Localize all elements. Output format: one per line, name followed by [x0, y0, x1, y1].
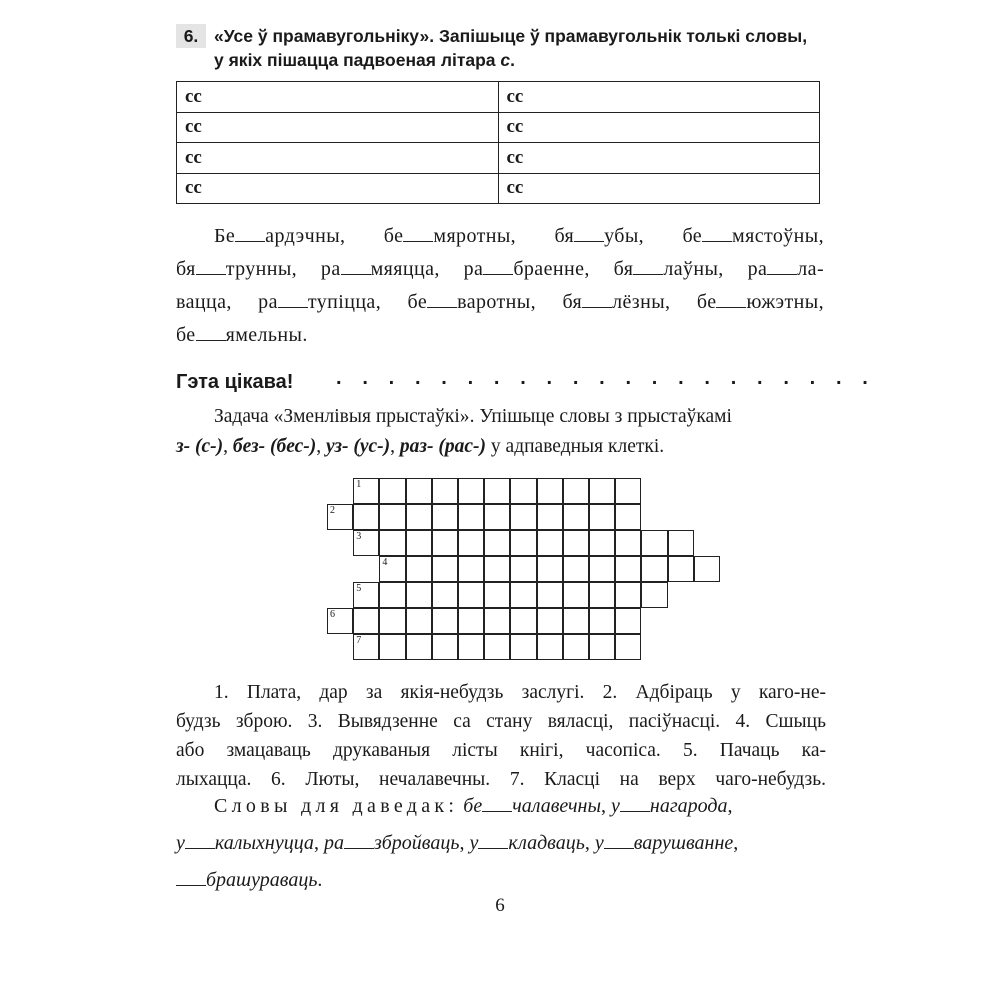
crossword-cell[interactable] — [589, 582, 615, 608]
word-part: збройваць — [373, 832, 460, 854]
crossword-cell[interactable] — [537, 608, 563, 634]
crossword-cell[interactable] — [458, 582, 484, 608]
crossword-row-number: 6 — [330, 609, 335, 620]
word-part: южэтны, — [746, 291, 825, 313]
word-part: варушванне — [633, 832, 734, 854]
crossword-cell[interactable] — [510, 556, 536, 582]
crossword-cell[interactable] — [458, 478, 484, 504]
crossword-cell[interactable] — [353, 504, 379, 530]
crossword-cell[interactable] — [668, 530, 694, 556]
crossword-cell[interactable] — [406, 608, 432, 634]
crossword-cell[interactable] — [484, 608, 510, 634]
reference-line — [176, 862, 322, 899]
reference-label: Словы для даведак: — [214, 795, 459, 817]
task-instruction-letter: с — [500, 50, 511, 70]
punctuation: , — [601, 795, 612, 817]
blank-gap[interactable] — [582, 293, 612, 308]
punctuation: . — [317, 869, 323, 891]
word-part: убы, бе — [604, 225, 703, 247]
blank-gap[interactable] — [716, 293, 746, 308]
page-number: 6 — [495, 895, 505, 916]
task-instruction-b: у якіх пішацца падвоеная літара — [214, 50, 501, 70]
crossword-cell[interactable] — [537, 634, 563, 660]
word-part: варотны, бя — [457, 291, 583, 313]
crossword-cell[interactable] — [458, 556, 484, 582]
crossword-cell[interactable] — [327, 504, 353, 530]
crossword-cell[interactable] — [641, 530, 667, 556]
crossword-cell[interactable] — [563, 634, 589, 660]
crossword-cell[interactable] — [353, 582, 379, 608]
word-group — [176, 258, 824, 280]
task-instruction-line1 — [214, 24, 807, 48]
crossword-cell[interactable] — [353, 608, 379, 634]
blank-gap[interactable] — [767, 260, 797, 275]
word-part: кладваць — [508, 832, 585, 854]
prefix-alt: (с-) — [194, 436, 224, 457]
crossword-cell[interactable] — [563, 530, 589, 556]
table-cell[interactable]: сс — [498, 82, 820, 113]
crossword-cell[interactable] — [484, 556, 510, 582]
table-row — [177, 143, 820, 174]
blank-gap[interactable] — [427, 293, 457, 308]
table-row — [177, 82, 820, 113]
clue-line: лыхацца. 6. Люты, нечалавечны. 7. Класці на верх чаго-небудзь. — [176, 769, 826, 790]
blank-gap[interactable] — [196, 326, 226, 341]
table-cell[interactable]: сс — [177, 173, 499, 204]
crossword-task-rest: . Упішыце словы з прыстаўкамі — [469, 406, 732, 427]
blank-gap[interactable] — [176, 871, 206, 886]
crossword-cell[interactable] — [510, 530, 536, 556]
clue-line: або змацаваць друкаваныя лісты кнігі, часопіса. 5. Пачаць ка- — [176, 740, 826, 761]
exercise-line — [176, 324, 308, 347]
prefix-alt: (рас-) — [438, 436, 487, 457]
crossword-cell[interactable] — [589, 504, 615, 530]
crossword-task-title: «Зменлівыя прыстаўкі» — [273, 406, 470, 427]
crossword-cell[interactable] — [510, 582, 536, 608]
punctuation: , — [727, 795, 733, 817]
word-group — [214, 225, 824, 247]
crossword-cell[interactable] — [641, 582, 667, 608]
word-part: бе — [176, 324, 196, 346]
crossword-cell[interactable] — [641, 556, 667, 582]
word-part: нагарода — [649, 795, 728, 817]
crossword-row-number: 3 — [356, 531, 362, 542]
crossword-cell[interactable] — [589, 608, 615, 634]
task-instruction-line2 — [214, 48, 515, 72]
crossword-cell[interactable] — [537, 530, 563, 556]
crossword-cell[interactable] — [563, 556, 589, 582]
word-part: ардэчны, бе — [265, 225, 404, 247]
crossword-cell[interactable] — [458, 504, 484, 530]
crossword-cell[interactable] — [406, 556, 432, 582]
crossword-cell[interactable] — [458, 530, 484, 556]
prefix-main: уз- — [326, 436, 349, 457]
word-part: ла- — [797, 258, 824, 280]
crossword-cell[interactable] — [379, 478, 405, 504]
word-group — [176, 291, 824, 313]
blank-gap[interactable] — [403, 227, 433, 242]
word-part: у — [469, 832, 479, 854]
blank-gap[interactable] — [574, 227, 604, 242]
crossword-cell[interactable] — [589, 478, 615, 504]
blank-gap[interactable] — [196, 260, 226, 275]
word-part: мяяцца, ра — [370, 258, 484, 280]
table-cell[interactable]: сс — [177, 82, 499, 113]
task-instruction-a: Запішыце ў прамавугольнік толькі словы, — [434, 26, 808, 46]
crossword-cell[interactable] — [615, 530, 641, 556]
prefix-main: раз- — [399, 436, 434, 457]
word-part: брашураваць — [206, 869, 318, 891]
word-part: калыхнуцца — [214, 832, 314, 854]
heading-dots: . . . . . . . . . . . . . . . . . . . . . — [336, 367, 876, 389]
crossword-cell[interactable] — [537, 582, 563, 608]
crossword-cell[interactable] — [563, 478, 589, 504]
crossword-cell[interactable] — [458, 634, 484, 660]
crossword-cell[interactable] — [484, 504, 510, 530]
crossword-cell[interactable] — [432, 582, 458, 608]
crossword-cell[interactable] — [615, 634, 641, 660]
crossword-cell[interactable] — [510, 634, 536, 660]
task-title: «Усе ў прамавугольніку». — [214, 26, 435, 46]
section-heading: Гэта цікава! — [176, 371, 294, 393]
crossword-row-number: 7 — [356, 635, 362, 646]
task-instruction-end: . — [510, 50, 516, 70]
word-part: чалавечны — [512, 795, 602, 817]
word-part: у — [594, 832, 604, 854]
word-part: ра — [323, 832, 344, 854]
answer-table — [176, 81, 820, 204]
word-part: трунны, ра — [225, 258, 341, 280]
blank-gap[interactable] — [702, 227, 732, 242]
word-part: лёзны, бе — [612, 291, 717, 313]
crossword-row-number: 1 — [356, 479, 362, 490]
crossword-cell[interactable] — [484, 582, 510, 608]
crossword-cell[interactable] — [406, 530, 432, 556]
blank-gap[interactable] — [344, 834, 374, 849]
crossword-cell[interactable] — [432, 608, 458, 634]
punctuation: , — [459, 832, 470, 854]
crossword-cell[interactable] — [379, 504, 405, 530]
crossword-cell[interactable] — [458, 608, 484, 634]
crossword-cell[interactable] — [432, 634, 458, 660]
crossword-cell[interactable] — [379, 608, 405, 634]
prefix-main: без- — [232, 436, 266, 457]
crossword-cell[interactable] — [563, 608, 589, 634]
exercise-line — [176, 258, 824, 281]
crossword-cell[interactable] — [406, 634, 432, 660]
crossword-cell[interactable] — [563, 582, 589, 608]
crossword-cell[interactable] — [510, 504, 536, 530]
word-part: мяротны, бя — [433, 225, 575, 247]
crossword-cell[interactable] — [589, 530, 615, 556]
blank-gap[interactable] — [604, 834, 634, 849]
crossword-row-number: 2 — [330, 505, 335, 516]
blank-gap[interactable] — [185, 834, 215, 849]
table-cell[interactable]: сс — [177, 112, 499, 143]
blank-gap[interactable] — [620, 797, 650, 812]
crossword-cell[interactable] — [432, 504, 458, 530]
crossword-task-line1 — [214, 402, 732, 432]
word-part: у — [176, 832, 185, 854]
word-part: бе — [463, 795, 483, 817]
crossword-cell[interactable] — [563, 504, 589, 530]
word-part: тупіцца, бе — [307, 291, 428, 313]
blank-gap[interactable] — [478, 834, 508, 849]
crossword-cell[interactable] — [537, 478, 563, 504]
clue-line: будзь зброю. 3. Вывядзенне са стану вяласці, пасіўнасці. 4. Сшыць — [176, 711, 826, 732]
crossword-cell[interactable] — [353, 530, 379, 556]
crossword-cell[interactable] — [406, 478, 432, 504]
crossword-cell[interactable] — [510, 478, 536, 504]
crossword-cell[interactable] — [432, 478, 458, 504]
crossword-cell[interactable] — [379, 582, 405, 608]
crossword-cell[interactable] — [537, 556, 563, 582]
prefix-alt: (ус-) — [353, 436, 391, 457]
reference-line — [176, 825, 738, 862]
table-cell[interactable]: сс — [498, 112, 820, 143]
crossword-cell[interactable] — [615, 582, 641, 608]
blank-gap[interactable] — [341, 260, 371, 275]
word-part: ямельны. — [225, 324, 308, 346]
crossword-cell[interactable] — [484, 634, 510, 660]
crossword-cell[interactable] — [353, 478, 379, 504]
table-cell[interactable]: сс — [498, 143, 820, 174]
crossword-cell[interactable] — [379, 634, 405, 660]
blank-gap[interactable] — [483, 260, 513, 275]
crossword-cell[interactable] — [353, 634, 379, 660]
crossword-cell[interactable] — [668, 556, 694, 582]
crossword-cell[interactable] — [615, 608, 641, 634]
punctuation: , — [584, 832, 595, 854]
crossword-task-plain: Задача — [214, 406, 274, 427]
word-part: вацца, ра — [176, 291, 278, 313]
table-row — [177, 173, 820, 204]
word-part: у — [611, 795, 620, 817]
crossword-row-number: 4 — [382, 557, 388, 568]
crossword-cell[interactable] — [379, 530, 405, 556]
word-part: бя — [176, 258, 196, 280]
clue-line: 1. Плата, дар за якія-небудзь заслугі. 2. Адбіраць у каго-не- — [214, 682, 826, 703]
crossword-cell[interactable] — [615, 504, 641, 530]
blank-gap[interactable] — [633, 260, 663, 275]
blank-gap[interactable] — [482, 797, 512, 812]
crossword-cell[interactable] — [484, 478, 510, 504]
crossword-cell[interactable] — [432, 530, 458, 556]
blank-gap[interactable] — [235, 227, 265, 242]
crossword-cell[interactable] — [406, 504, 432, 530]
crossword-task-line2: з- (с-), без- (бес-), уз- (ус-), раз- (рас-) у адпаведныя клеткі. — [176, 436, 665, 457]
crossword-cell[interactable] — [484, 530, 510, 556]
prefix-alt: (бес-) — [269, 436, 317, 457]
word-part: мястоўны, — [732, 225, 824, 247]
crossword-cell[interactable] — [615, 556, 641, 582]
crossword-cell[interactable] — [327, 608, 353, 634]
exercise-line — [214, 225, 824, 248]
crossword-cell[interactable] — [379, 556, 405, 582]
crossword-cell[interactable] — [589, 556, 615, 582]
punctuation: , — [313, 832, 324, 854]
exercise-line — [176, 291, 824, 314]
prefix-main: з- — [176, 436, 191, 457]
crossword-cell[interactable] — [537, 504, 563, 530]
table-cell[interactable]: сс — [498, 173, 820, 204]
crossword-cell[interactable] — [694, 556, 720, 582]
punctuation: , — [733, 832, 739, 854]
word-part: лаўны, ра — [663, 258, 768, 280]
crossword-row-number: 5 — [356, 583, 362, 594]
crossword-cell[interactable] — [589, 634, 615, 660]
crossword-cell[interactable] — [510, 608, 536, 634]
table-row — [177, 112, 820, 143]
task-number: 6. — [176, 24, 206, 48]
crossword-task-end: у адпаведныя клеткі. — [490, 436, 665, 457]
table-cell[interactable]: сс — [177, 143, 499, 174]
word-part: Бе — [214, 225, 236, 247]
crossword-cell[interactable] — [406, 582, 432, 608]
crossword-cell[interactable] — [432, 556, 458, 582]
blank-gap[interactable] — [278, 293, 308, 308]
reference-line — [214, 788, 733, 825]
word-part: браенне, бя — [513, 258, 634, 280]
crossword-cell[interactable] — [615, 478, 641, 504]
